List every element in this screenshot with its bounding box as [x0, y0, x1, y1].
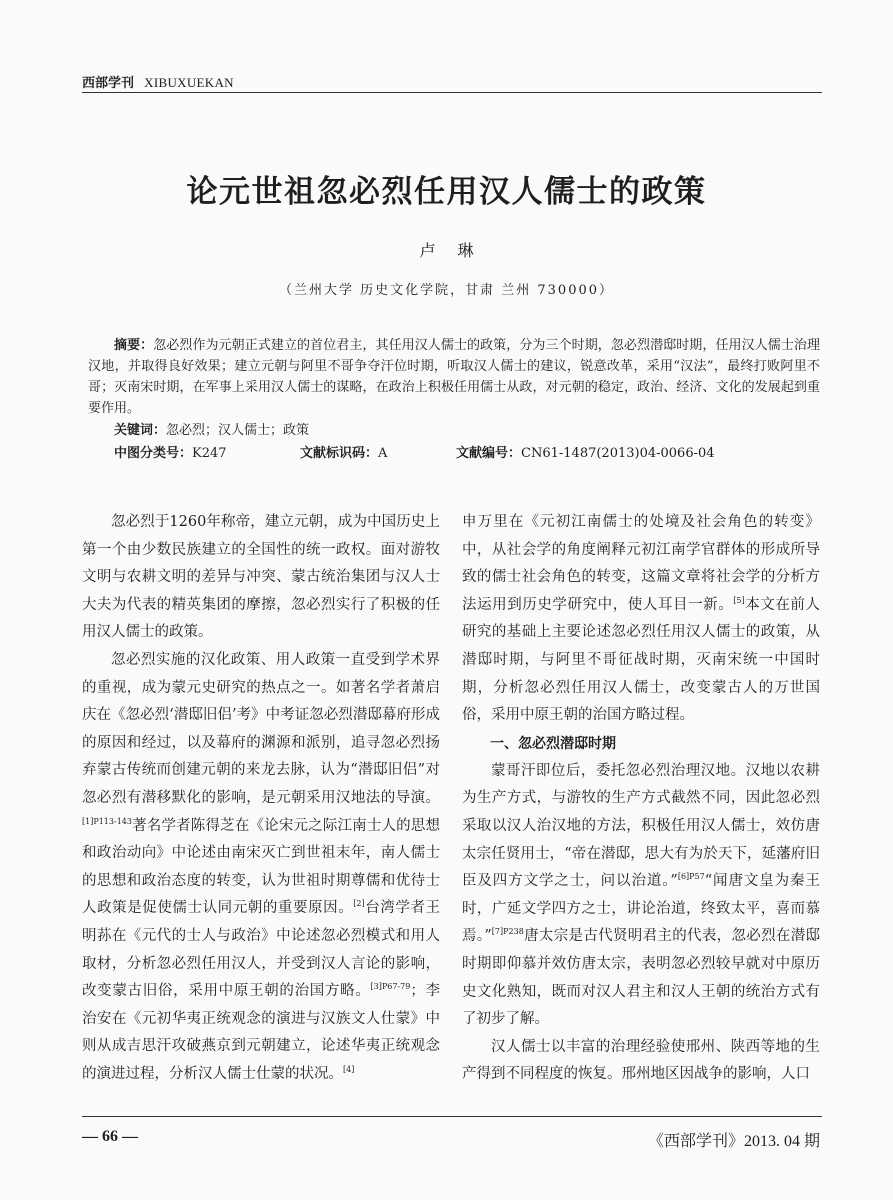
clc-code: 中图分类号：K247	[114, 446, 227, 461]
author-affiliation: （兰州大学 历史文化学院，甘肃 兰州 730000）	[278, 283, 615, 298]
section-heading: 一、忽必烈潜邸时期	[490, 735, 616, 752]
paragraph: 汉人儒士以丰富的治理经验使邢州、陕西等地的生产得到不同程度的恢复。邢州地区因战争的影响，人口	[462, 1038, 820, 1083]
paragraph: 蒙哥汗即位后，委托忽必烈治理汉地。汉地以农耕为生产方式，与游牧的生产方式截然不同，因此忽必烈采取以汉人治汉地的方法，积极任用汉人儒士，效仿唐太宗任贤用士，“帝在潜邸，思大有为於天下，延藩府旧臣及四方文学之士，问以治道。”$^{[6]P57}$“闻唐文皇为秦王时，广延文学四方之士，讲论治道，终致太平，喜而慕焉。”$^{[7]P238}$唐太宗是古代贤明君主的代表，忽必烈在潜邸时期即仰慕并效仿唐太宗，表明忽必烈较早就对中原历史文化熟知，既而对汉人君主和汉人王朝的统治方式有了初步了解。	[462, 762, 821, 1028]
keywords-text: 忽必烈；汉人儒士；政策	[166, 423, 310, 438]
page-number: — 66 —	[82, 1128, 138, 1145]
journal-name-en: XIBUXUEKAN	[144, 75, 234, 90]
article-number: 文献编号：CN61-1487(2013)04-0066-04	[456, 446, 715, 461]
body-column-right	[462, 509, 820, 1089]
citation: [5]	[733, 595, 745, 605]
header-rule	[82, 92, 822, 93]
citation: [1]P113-143	[82, 816, 132, 826]
abstract-text: 忽必烈作为元朝正式建立的首位君主，其任用汉人儒士的政策，分为三个时期，忽必烈潜邸时期，任用汉人儒士治理汉地，并取得良好效果；建立元朝与阿里不哥争夺汗位时期，听取汉人儒士的建议，锐意改革，采用“汉法”，最终打败阿里不哥；灭南宋时期，在军事上采用汉人儒士的谋略，在政治上积极任用儒士从政，对元朝的稳定，政治、经济、文化的发展起到重要作用。	[88, 338, 820, 416]
abstract-label: 摘要：	[114, 338, 154, 353]
journal-name-cn: 西部学刊	[82, 76, 135, 91]
citation: [7]P238	[491, 927, 524, 937]
doc-code: 文献标识码：A	[300, 446, 388, 461]
footer-rule	[82, 1116, 822, 1117]
paragraph: 申万里在《元初江南儒士的处境及社会角色的转变》中，从社会学的角度阐释元初江南学官群体的形成所导致的儒士社会角色的转变，这篇文章将社会学的分析方法运用到历史学研究中，使人耳目一新。[5]本文在前人研究的基础上主要论述忽必烈任用汉人儒士的政策，从潜邸时期，与阿里不哥征战时期，灭南宋统一中国时期，分析忽必烈任用汉人儒士，改变蒙古人的万世国俗，采用中原王朝的治国方略过程。	[462, 514, 821, 724]
citation: [2]	[353, 899, 365, 909]
body-column-left	[82, 509, 440, 1088]
abstract	[88, 335, 820, 419]
paragraph: 忽必烈实施的汉化政策、用人政策一直受到学术界的重视，成为蒙元史研究的热点之一。如著名学者萧启庆在《忽必烈‘潜邸旧侣’考》中考证忽必烈潜邸幕府形成的原因和经过，以及幕府的渊源和派别，追寻忽必烈扬弃蒙古传统而创建元朝的来龙去脉，认为“潜邸旧侣”对忽必烈有潜移默化的影响，是元朝采用汉地法的导演。$^{[1]P113-143}$著名学者陈得芝在《论宋元之际江南士人的思想和政治动向》中论述由南宋灭亡到世祖末年，南人儒士的思想和政治态度的转变，认为世祖时期尊儒和优待士人政策是促使儒士认同元朝的重要原因。[2]台湾学者王明荪在《元代的士人与政治》中论述忽必烈模式和用人取材，分析忽必烈任用汉人，并受到汉人言论的影响，改变蒙古旧俗，采用中原王朝的治国方略。$^{[3]P67-79}$；李治安在《元初华夷正统观念的演进与汉族文人仕蒙》中则从成吉思汗攻破燕京到元朝建立，论述华夷正统观念的演进过程，分析汉人儒士仕蒙的状况。[4]	[82, 651, 441, 1082]
citation: [4]	[343, 1065, 355, 1075]
keywords-label: 关键词：	[114, 423, 167, 438]
citation: [3]P67-79	[370, 982, 411, 992]
keywords	[114, 419, 309, 438]
paragraph: 忽必烈于1260年称帝，建立元朝，成为中国历史上第一个由少数民族建立的全国性的统一政权。面对游牧文明与农耕文明的差异与冲突、蒙古统治集团与汉人士大夫为代表的精英集团的摩擦，忽必烈实行了积极的任用汉人儒士的政策。	[82, 514, 440, 641]
citation: [6]P57	[677, 872, 705, 882]
issue-info: 《西部学刊》2013. 04 期	[647, 1133, 820, 1150]
running-header	[82, 72, 234, 91]
author-name: 卢琳	[419, 241, 496, 260]
article-title: 论元世祖忽必烈任用汉人儒士的政策	[186, 174, 707, 210]
